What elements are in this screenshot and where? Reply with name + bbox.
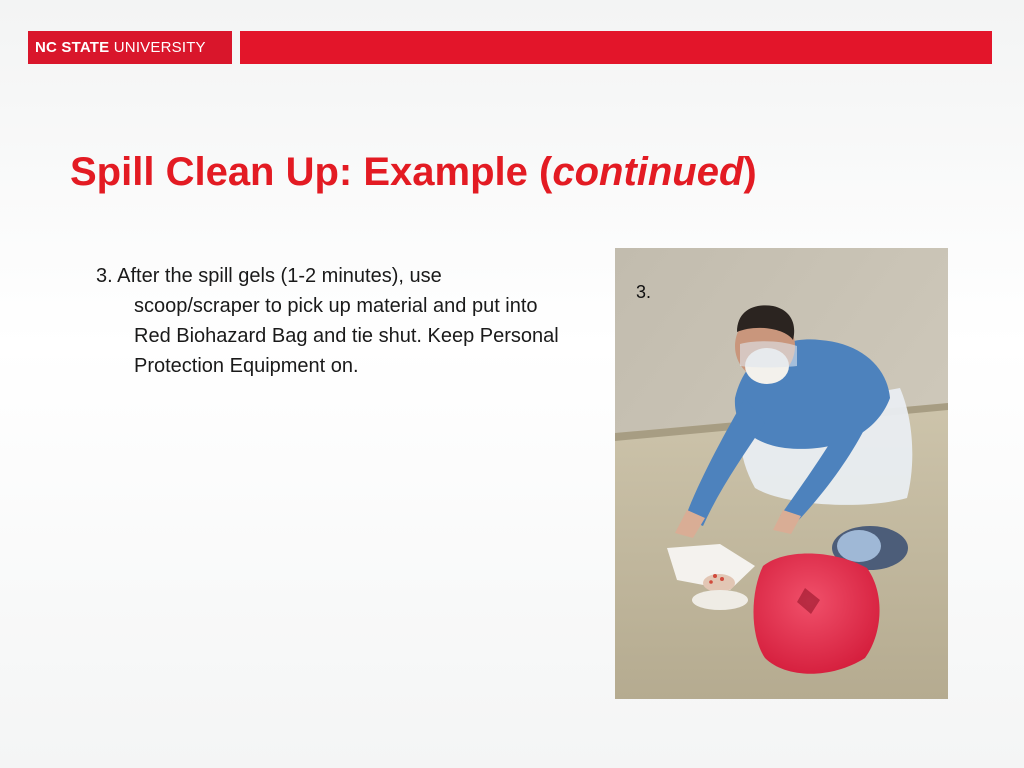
step-instruction: 3. After the spill gels (1-2 minutes), use scoop/scraper to pick up material and put into Red Biohazard Bag and tie shut. Keep Personal Protection Equipment on. (96, 265, 559, 377)
spill-cleanup-photo (615, 248, 948, 699)
university-logo (28, 31, 232, 64)
slide-title: Spill Clean Up: Example (continued) (70, 150, 757, 194)
header-bar (240, 31, 992, 64)
logo-wordmark: NC STATE UNIVERSITY (35, 39, 206, 56)
photo-step-label: 3. (636, 282, 652, 302)
